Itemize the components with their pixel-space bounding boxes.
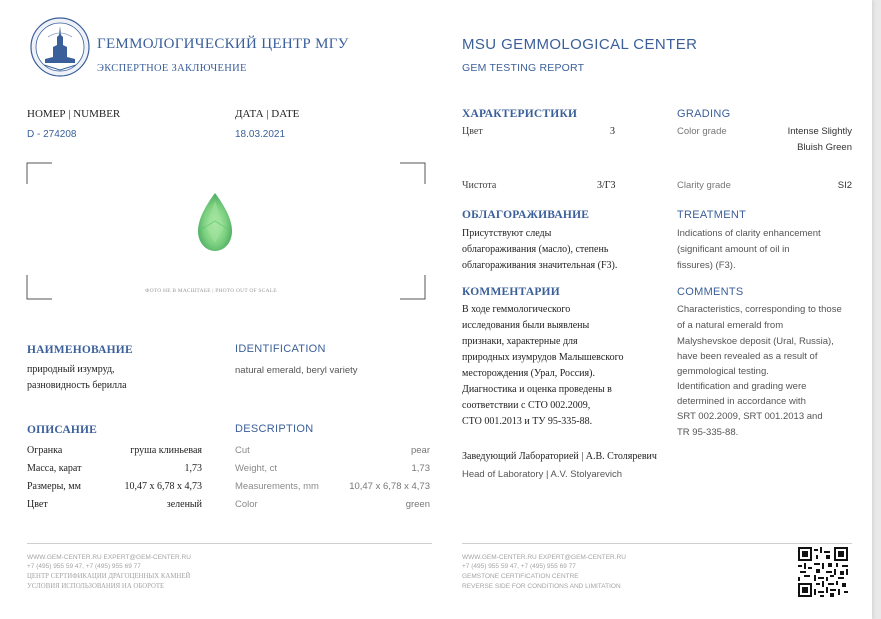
description-value-ru: груша клиньевая <box>130 445 202 456</box>
footer-right-line: WWW.GEM-CENTER.RU EXPERT@GEM-CENTER.RU <box>462 554 626 561</box>
comments-text-en: gemmological testing. <box>677 366 769 377</box>
qr-code-icon[interactable] <box>798 547 848 597</box>
clarity-label-ru: Чистота <box>462 180 497 191</box>
description-value-ru: 10,47 x 6,78 x 4,73 <box>124 481 202 492</box>
description-label-ru: Цвет <box>27 499 48 510</box>
color-value-ru: 3 <box>610 126 615 137</box>
description-label-ru: Размеры, мм <box>27 481 81 492</box>
description-label-en: Measurements, mm <box>235 481 319 492</box>
description-heading-en: DESCRIPTION <box>235 423 314 435</box>
description-value-ru: 1,73 <box>184 463 202 474</box>
date-label: ДАТА | DATE <box>235 108 300 120</box>
description-label-en: Cut <box>235 445 250 456</box>
header-subtitle-en: GEM TESTING REPORT <box>462 62 585 74</box>
comments-text-ru: природных изумрудов Малышевского <box>462 352 624 363</box>
description-label-en: Weight, ct <box>235 463 278 474</box>
footer-right-line: GEMSTONE CERTIFICATION CENTRE <box>462 573 579 580</box>
comments-text-ru: СТО 001.2013 и ТУ 95-335-88. <box>462 416 593 427</box>
report-date: 18.03.2021 <box>235 129 286 140</box>
footer-right-line: +7 (495) 955 59 47, +7 (495) 955 69 77 <box>462 563 576 570</box>
comments-text-en: SRT 002.2009, SRT 001.2013 and <box>677 411 823 422</box>
footer-left-line: WWW.GEM-CENTER.RU EXPERT@GEM-CENTER.RU <box>27 554 191 561</box>
comments-text-en: of a natural emerald from <box>677 320 784 331</box>
comments-heading-en: COMMENTS <box>677 286 744 298</box>
description-label-en: Color <box>235 499 258 510</box>
description-value-en: green <box>405 499 430 510</box>
emerald-gem-photo <box>192 191 238 253</box>
description-value-en: 10,47 x 6,78 x 4,73 <box>349 481 430 492</box>
treatment-text-en: (significant amount of oil in <box>677 244 790 255</box>
treatment-text-ru: облагораживания (масло), степень <box>462 244 609 255</box>
treatment-text-en: Indications of clarity enhancement <box>677 228 821 239</box>
comments-text-en: Identification and grading were <box>677 381 807 392</box>
comments-text-ru: соответствии с СТО 002.2009, <box>462 400 591 411</box>
footer-right-line: REVERSE SIDE FOR CONDITIONS AND LIMITATION <box>462 583 621 590</box>
identification-text-ru-1: природный изумруд, <box>27 364 115 375</box>
color-grade-label-en: Color grade <box>677 126 727 137</box>
footer-divider-left <box>27 543 432 544</box>
comments-heading-ru: КОММЕНТАРИИ <box>462 286 560 298</box>
identification-heading-en: IDENTIFICATION <box>235 343 326 355</box>
clarity-grade-value-en: SI2 <box>837 180 852 191</box>
header-title-en: MSU GEMMOLOGICAL CENTER <box>462 36 698 53</box>
footer-left-line: УСЛОВИЯ ИСПОЛЬЗОВАНИЯ НА ОБОРОТЕ <box>27 583 165 590</box>
treatment-text-en: fissures) (F3). <box>677 260 736 271</box>
characteristics-heading-ru: ХАРАКТЕРИСТИКИ <box>462 108 578 120</box>
identification-heading-ru: НАИМЕНОВАНИЕ <box>27 344 133 356</box>
treatment-heading-en: TREATMENT <box>677 209 747 221</box>
comments-text-en: TR 95-335-88. <box>677 427 739 438</box>
description-value-en: pear <box>410 445 430 456</box>
comments-text-ru: В ходе геммологического <box>462 304 571 315</box>
comments-text-ru: Диагностика и оценка проведены в <box>462 384 612 395</box>
clarity-value-ru: 3/Г3 <box>597 180 616 191</box>
photo-caption: ФОТО НЕ В МАСШТАБЕ | PHOTO OUT OF SCALE <box>145 288 277 294</box>
footer-divider-right <box>462 543 852 544</box>
clarity-grade-label-en: Clarity grade <box>677 180 731 191</box>
comments-text-en: Characteristics, corresponding to those <box>677 304 842 315</box>
signature-en: Head of Laboratory | A.V. Stolyarevich <box>462 469 623 480</box>
comments-text-en: have been revealed as a result of <box>677 351 818 362</box>
identification-text-en: natural emerald, beryl variety <box>235 365 358 376</box>
footer-left-line: +7 (495) 955 59 47, +7 (495) 955 69 77 <box>27 563 141 570</box>
msu-emblem-icon <box>30 17 90 77</box>
comments-text-ru: месторождения (Урал, Россия). <box>462 368 595 379</box>
identification-text-ru-2: разновидность берилла <box>27 380 127 391</box>
msu-logo <box>30 17 90 77</box>
comments-text-en: determined in accordance with <box>677 396 806 407</box>
footer-left-line: ЦЕНТР СЕРТИФИКАЦИИ ДРАГОЦЕННЫХ КАМНЕЙ <box>27 573 191 580</box>
color-label-ru: Цвет <box>462 126 483 137</box>
description-label-ru: Огранка <box>27 445 63 456</box>
comments-text-en: Malyshevskoe deposit (Ural, Russia), <box>677 336 834 347</box>
description-heading-ru: ОПИСАНИЕ <box>27 424 98 436</box>
treatment-text-ru: Присутствуют следы <box>462 228 552 239</box>
comments-text-ru: признаки, характерные для <box>462 336 578 347</box>
color-grade-value-en-2: Bluish Green <box>797 142 852 153</box>
description-label-ru: Масса, карат <box>27 463 82 474</box>
report-number: D - 274208 <box>27 129 77 140</box>
description-value-ru: зеленый <box>166 499 202 510</box>
header-title-ru: ГЕММОЛОГИЧЕСКИЙ ЦЕНТР МГУ <box>97 36 349 52</box>
header-subtitle-ru: ЭКСПЕРТНОЕ ЗАКЛЮЧЕНИЕ <box>97 63 247 74</box>
treatment-heading-ru: ОБЛАГОРАЖИВАНИЕ <box>462 209 590 221</box>
color-grade-value-en-1: Intense Slightly <box>787 126 852 137</box>
description-value-en: 1,73 <box>411 463 430 474</box>
treatment-text-ru: облагораживания значительная (F3). <box>462 260 618 271</box>
signature-ru: Заведующий Лабораторией | А.В. Столяревич <box>462 451 657 462</box>
number-label: НОМЕР | NUMBER <box>27 108 121 120</box>
comments-text-ru: исследования были выявлены <box>462 320 590 331</box>
grading-heading-en: GRADING <box>677 108 731 120</box>
